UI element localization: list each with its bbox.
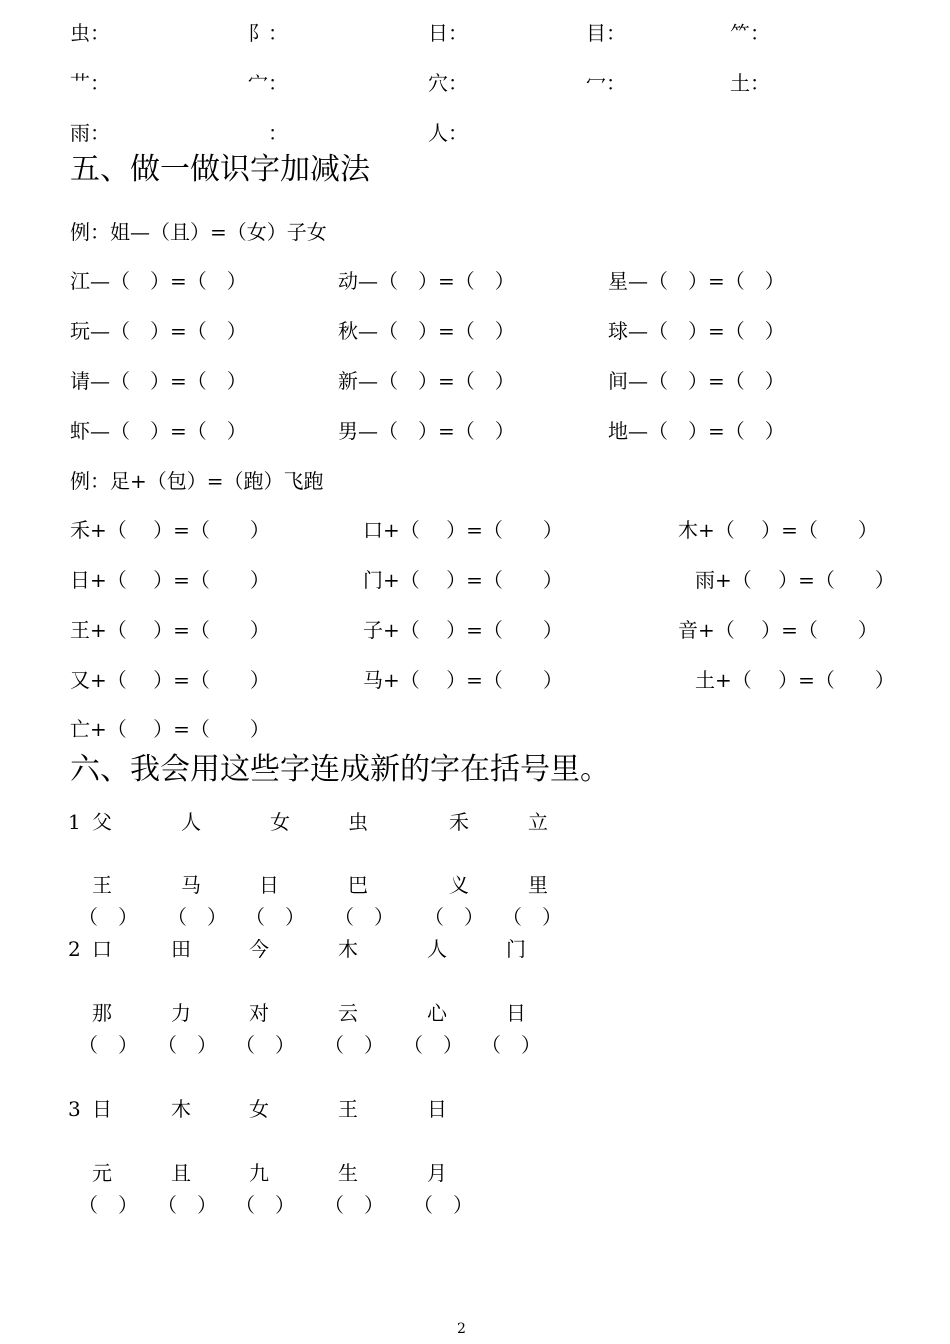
plus-exercise: 马+（ ）=（ ）	[363, 668, 563, 692]
plus-exercise: 又+（ ）=（ ）	[70, 668, 270, 692]
minus-exercise: 江—（ ）=（ ）	[70, 269, 247, 293]
plus-exercise: 音+（ ）=（ ）	[678, 618, 878, 642]
char-bottom: 月	[427, 1161, 447, 1185]
char-bottom: 心	[427, 1001, 447, 1025]
char-bottom: 且	[171, 1161, 191, 1185]
answer-blank: （ ）	[167, 905, 227, 929]
radical-label: 人：	[428, 121, 468, 145]
plus-exercise: 禾+（ ）=（ ）	[70, 518, 270, 542]
char-bottom: 云	[338, 1001, 358, 1025]
answer-blank: （ ）	[403, 1033, 463, 1057]
answer-blank: （ ）	[324, 1193, 384, 1217]
char-top: 木	[338, 937, 358, 961]
answer-blank: （ ）	[78, 905, 138, 929]
minus-exercise: 球—（ ）=（ ）	[608, 319, 785, 343]
char-top: 口	[92, 937, 112, 961]
plus-exercise: 日+（ ）=（ ）	[70, 568, 270, 592]
radical-label: 穴：	[428, 71, 468, 95]
answer-blank: （ ）	[235, 1033, 295, 1057]
radical-label: 土：	[730, 71, 770, 95]
char-top: 父	[92, 810, 112, 834]
section-title: 五、做一做识字加减法	[70, 152, 370, 187]
minus-exercise: 星—（ ）=（ ）	[608, 269, 785, 293]
answer-blank: （ ）	[502, 905, 562, 929]
group-number: 3	[68, 1097, 81, 1121]
char-top: 王	[338, 1097, 358, 1121]
plus-exercise: 子+（ ）=（ ）	[363, 618, 563, 642]
char-bottom: 日	[506, 1001, 526, 1025]
char-bottom: 义	[449, 873, 469, 897]
char-bottom: 力	[171, 1001, 191, 1025]
plus-exercise: 雨+（ ）=（ ）	[695, 568, 895, 592]
char-top: 木	[171, 1097, 191, 1121]
char-bottom: 对	[249, 1001, 269, 1025]
char-bottom: 巴	[348, 873, 368, 897]
radical-label: ⺮：	[730, 21, 770, 45]
example-plus: 例：足+（包）=（跑）飞跑	[70, 469, 324, 493]
char-top: 女	[249, 1097, 269, 1121]
char-top: 日	[427, 1097, 447, 1121]
answer-blank: （ ）	[424, 905, 484, 929]
example-minus: 例：姐—（且）=（女）子女	[70, 220, 327, 244]
char-bottom: 王	[92, 873, 112, 897]
char-top: 虫	[348, 810, 368, 834]
radical-label: 雨：	[70, 121, 110, 145]
char-bottom: 那	[92, 1001, 112, 1025]
plus-exercise: 亡+（ ）=（ ）	[70, 717, 270, 741]
answer-blank: （ ）	[78, 1033, 138, 1057]
char-top: 门	[506, 937, 526, 961]
radical-label: 目：	[586, 21, 626, 45]
answer-blank: （ ）	[334, 905, 394, 929]
section-title: 六、我会用这些字连成新的字在括号里。	[70, 752, 610, 787]
plus-exercise: 王+（ ）=（ ）	[70, 618, 270, 642]
char-bottom: 元	[92, 1161, 112, 1185]
char-bottom: 马	[181, 873, 201, 897]
answer-blank: （ ）	[413, 1193, 473, 1217]
char-top: 立	[528, 810, 548, 834]
minus-exercise: 新—（ ）=（ ）	[338, 369, 515, 393]
minus-exercise: 虾—（ ）=（ ）	[70, 419, 247, 443]
radical-label: 冖：	[586, 71, 626, 95]
answer-blank: （ ）	[245, 905, 305, 929]
minus-exercise: 秋—（ ）=（ ）	[338, 319, 515, 343]
minus-exercise: 地—（ ）=（ ）	[608, 419, 785, 443]
char-top: 田	[171, 937, 191, 961]
char-bottom: 日	[259, 873, 279, 897]
minus-exercise: 请—（ ）=（ ）	[70, 369, 247, 393]
page-number: 2	[457, 1321, 466, 1337]
answer-blank: （ ）	[235, 1193, 295, 1217]
radical-label: 日：	[428, 21, 468, 45]
radical-label: ：	[268, 121, 288, 145]
group-number: 2	[68, 937, 81, 961]
char-top: 人	[181, 810, 201, 834]
minus-exercise: 间—（ ）=（ ）	[608, 369, 785, 393]
answer-blank: （ ）	[324, 1033, 384, 1057]
minus-exercise: 动—（ ）=（ ）	[338, 269, 515, 293]
plus-exercise: 口+（ ）=（ ）	[363, 518, 563, 542]
minus-exercise: 男—（ ）=（ ）	[338, 419, 515, 443]
char-top: 日	[92, 1097, 112, 1121]
answer-blank: （ ）	[157, 1193, 217, 1217]
radical-label: 阝：	[248, 21, 288, 45]
answer-blank: （ ）	[157, 1033, 217, 1057]
char-top: 禾	[449, 810, 469, 834]
answer-blank: （ ）	[481, 1033, 541, 1057]
radical-label: 虫：	[70, 21, 110, 45]
radical-label: 艹：	[70, 71, 110, 95]
plus-exercise: 土+（ ）=（ ）	[695, 668, 895, 692]
radical-label: 宀：	[248, 71, 288, 95]
plus-exercise: 门+（ ）=（ ）	[363, 568, 563, 592]
char-bottom: 生	[338, 1161, 358, 1185]
char-bottom: 九	[249, 1161, 269, 1185]
answer-blank: （ ）	[78, 1193, 138, 1217]
char-top: 女	[270, 810, 290, 834]
char-top: 今	[249, 937, 269, 961]
char-top: 人	[427, 937, 447, 961]
plus-exercise: 木+（ ）=（ ）	[678, 518, 878, 542]
char-bottom: 里	[528, 873, 548, 897]
minus-exercise: 玩—（ ）=（ ）	[70, 319, 247, 343]
group-number: 1	[68, 810, 81, 834]
